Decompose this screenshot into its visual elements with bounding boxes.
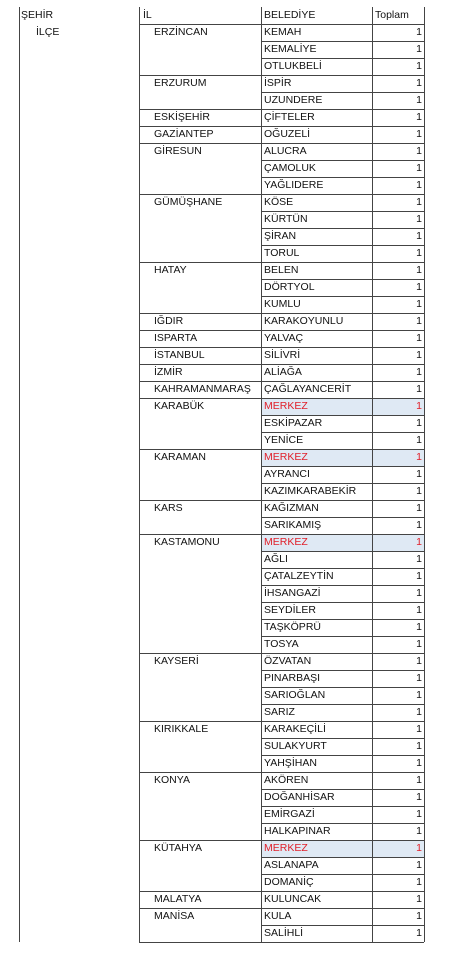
row-line	[261, 687, 424, 688]
row-line	[261, 415, 424, 416]
row-line	[261, 296, 424, 297]
toplam-cell: 1	[416, 383, 422, 395]
toplam-cell: 1	[416, 281, 422, 293]
row-line	[261, 228, 424, 229]
belediye-cell: İSPİR	[264, 77, 292, 89]
row-line	[261, 704, 424, 705]
belediye-cell: KEMAH	[264, 26, 302, 38]
bottom-line	[139, 942, 424, 943]
row-line	[261, 721, 424, 722]
toplam-cell: 1	[416, 570, 422, 582]
col-line-il	[139, 7, 140, 942]
toplam-cell: 1	[416, 757, 422, 769]
belediye-cell: SARIKAMIŞ	[264, 519, 322, 531]
toplam-cell: 1	[416, 145, 422, 157]
row-line	[261, 602, 424, 603]
col-line-toplam	[372, 7, 373, 942]
belediye-cell: TAŞKÖPRÜ	[264, 621, 321, 633]
row-line	[261, 823, 424, 824]
row-line	[261, 534, 424, 535]
belediye-cell: MERKEZ	[261, 449, 372, 466]
row-line	[261, 194, 424, 195]
toplam-cell: 1	[416, 111, 422, 123]
col-line-right	[424, 7, 425, 942]
row-line	[261, 347, 424, 348]
toplam-cell: 1	[416, 315, 422, 327]
row-line	[261, 160, 424, 161]
toplam-cell: 1	[416, 434, 422, 446]
header-il: İL	[143, 9, 152, 21]
toplam-cell: 1	[416, 519, 422, 531]
row-line	[261, 483, 424, 484]
municipality-table	[19, 7, 424, 957]
il-cell: ESKİŞEHİR	[154, 111, 211, 123]
group-line	[139, 262, 261, 263]
belediye-cell: YENİCE	[264, 434, 304, 446]
belediye-cell: KARAKOYUNLU	[264, 315, 344, 327]
row-line	[261, 891, 424, 892]
belediye-cell: YAĞLIDERE	[264, 179, 324, 191]
group-line	[139, 109, 261, 110]
group-line	[139, 772, 261, 773]
row-line	[261, 585, 424, 586]
row-line	[261, 806, 424, 807]
belediye-cell: SULAKYURT	[264, 740, 327, 752]
toplam-cell: 1	[416, 553, 422, 565]
row-line	[261, 313, 424, 314]
belediye-cell: ALİAĞA	[264, 366, 302, 378]
belediye-cell: KEMALİYE	[264, 43, 317, 55]
col-line-left	[19, 7, 20, 942]
il-cell: KAHRAMANMARAŞ	[154, 383, 251, 395]
row-line	[261, 330, 424, 331]
toplam-cell: 1	[416, 162, 422, 174]
belediye-cell: KAĞIZMAN	[264, 502, 319, 514]
il-cell: KAYSERİ	[154, 655, 199, 667]
belediye-cell: OTLUKBELİ	[264, 60, 322, 72]
belediye-cell: ŞİRAN	[264, 230, 297, 242]
toplam-cell: 1	[416, 808, 422, 820]
belediye-cell: İHSANGAZİ	[264, 587, 321, 599]
group-line	[139, 143, 261, 144]
toplam-cell: 1	[416, 94, 422, 106]
group-line	[139, 653, 261, 654]
il-cell: HATAY	[154, 264, 187, 276]
toplam-cell: 1	[416, 927, 422, 939]
belediye-cell: ASLANAPA	[264, 859, 319, 871]
belediye-cell: OĞUZELİ	[264, 128, 311, 140]
row-line	[261, 432, 424, 433]
row-line	[261, 857, 424, 858]
belediye-cell: MERKEZ	[261, 534, 372, 551]
belediye-cell: SARIZ	[264, 706, 295, 718]
belediye-cell: TOSYA	[264, 638, 299, 650]
row-line	[261, 874, 424, 875]
row-line	[261, 279, 424, 280]
row-line	[261, 177, 424, 178]
row-line	[261, 653, 424, 654]
toplam-cell: 1	[416, 230, 422, 242]
belediye-cell: ÖZVATAN	[264, 655, 312, 667]
row-line	[261, 381, 424, 382]
group-line	[139, 500, 261, 501]
toplam-cell: 1	[416, 689, 422, 701]
row-line	[261, 908, 424, 909]
group-line	[139, 381, 261, 382]
group-line	[139, 330, 261, 331]
toplam-cell: 1	[416, 791, 422, 803]
toplam-cell: 1	[416, 77, 422, 89]
belediye-cell: AĞLI	[264, 553, 288, 565]
row-line	[261, 840, 424, 841]
group-line	[139, 313, 261, 314]
belediye-cell: MERKEZ	[261, 398, 372, 415]
toplam-cell: 1	[416, 417, 422, 429]
il-cell: KIRIKKALE	[154, 723, 209, 735]
toplam-cell: 1	[416, 893, 422, 905]
il-cell: GİRESUN	[154, 145, 202, 157]
belediye-cell: YAHŞİHAN	[264, 757, 317, 769]
toplam-cell: 1	[416, 740, 422, 752]
header-belediye: BELEDİYE	[264, 9, 316, 21]
il-cell: GAZİANTEP	[154, 128, 214, 140]
header-ilce: İLÇE	[36, 26, 60, 38]
row-line	[261, 143, 424, 144]
toplam-cell: 1	[416, 179, 422, 191]
belediye-cell: MERKEZ	[261, 840, 372, 857]
group-line	[139, 449, 261, 450]
group-line	[139, 364, 261, 365]
toplam-cell: 1	[416, 264, 422, 276]
belediye-cell: KAZIMKARABEKİR	[264, 485, 357, 497]
row-line	[261, 772, 424, 773]
row-line	[261, 500, 424, 501]
row-line	[261, 755, 424, 756]
toplam-cell: 1	[416, 672, 422, 684]
row-line	[261, 41, 424, 42]
row-line	[261, 109, 424, 110]
belediye-cell: HALKAPINAR	[264, 825, 331, 837]
belediye-cell: SİLİVRİ	[264, 349, 301, 361]
toplam-cell: 1	[372, 534, 424, 551]
toplam-cell: 1	[416, 502, 422, 514]
belediye-cell: PINARBAŞI	[264, 672, 321, 684]
toplam-cell: 1	[416, 774, 422, 786]
il-cell: İSTANBUL	[154, 349, 205, 361]
group-line	[139, 75, 261, 76]
belediye-cell: ÇAMOLUK	[264, 162, 316, 174]
row-line	[261, 262, 424, 263]
row-line	[261, 789, 424, 790]
belediye-cell: KUMLU	[264, 298, 301, 310]
belediye-cell: KÜRTÜN	[264, 213, 308, 225]
col-line-belediye	[261, 7, 262, 942]
belediye-cell: TORUL	[264, 247, 300, 259]
group-line	[139, 891, 261, 892]
toplam-cell: 1	[416, 825, 422, 837]
il-cell: MANİSA	[154, 910, 195, 922]
row-line	[261, 364, 424, 365]
belediye-cell: AYRANCI	[264, 468, 310, 480]
toplam-cell: 1	[416, 876, 422, 888]
belediye-cell: SALİHLİ	[264, 927, 304, 939]
toplam-cell: 1	[416, 655, 422, 667]
il-cell: GÜMÜŞHANE	[154, 196, 223, 208]
toplam-cell: 1	[416, 468, 422, 480]
belediye-cell: KULA	[264, 910, 292, 922]
il-cell: ERZURUM	[154, 77, 207, 89]
belediye-cell: AKÖREN	[264, 774, 309, 786]
il-cell: KARAMAN	[154, 451, 206, 463]
row-line	[261, 245, 424, 246]
row-line	[261, 211, 424, 212]
belediye-cell: ESKİPAZAR	[264, 417, 323, 429]
belediye-cell: KULUNCAK	[264, 893, 322, 905]
belediye-cell: YALVAÇ	[264, 332, 304, 344]
il-cell: MALATYA	[154, 893, 202, 905]
belediye-cell: ÇATALZEYTİN	[264, 570, 334, 582]
toplam-cell: 1	[416, 60, 422, 72]
toplam-cell: 1	[416, 128, 422, 140]
belediye-cell: BELEN	[264, 264, 299, 276]
row-line	[261, 925, 424, 926]
header-toplam: Toplam	[375, 9, 409, 21]
row-line	[261, 24, 424, 25]
toplam-cell: 1	[416, 26, 422, 38]
row-line	[261, 619, 424, 620]
belediye-cell: ÇAĞLAYANCERİT	[264, 383, 352, 395]
il-cell: KARABÜK	[154, 400, 205, 412]
row-line	[261, 75, 424, 76]
header-sehir: ŞEHİR	[21, 9, 54, 21]
group-line	[139, 840, 261, 841]
il-cell: KONYA	[154, 774, 190, 786]
toplam-cell: 1	[416, 196, 422, 208]
toplam-cell: 1	[416, 587, 422, 599]
group-line	[139, 398, 261, 399]
row-line	[261, 398, 424, 399]
il-cell: ERZİNCAN	[154, 26, 208, 38]
row-line	[261, 58, 424, 59]
il-cell: KÜTAHYA	[154, 842, 203, 854]
row-line	[261, 568, 424, 569]
row-line	[261, 738, 424, 739]
toplam-cell: 1	[416, 723, 422, 735]
il-cell: İZMİR	[154, 366, 183, 378]
belediye-cell: ALUCRA	[264, 145, 307, 157]
group-line	[139, 347, 261, 348]
row-line	[261, 466, 424, 467]
toplam-cell: 1	[416, 621, 422, 633]
toplam-cell: 1	[416, 43, 422, 55]
row-line	[261, 92, 424, 93]
row-line	[261, 517, 424, 518]
toplam-cell: 1	[372, 840, 424, 857]
il-cell: ISPARTA	[154, 332, 198, 344]
belediye-cell: DÖRTYOL	[264, 281, 315, 293]
toplam-cell: 1	[416, 298, 422, 310]
belediye-cell: UZUNDERE	[264, 94, 323, 106]
row-line	[261, 636, 424, 637]
toplam-cell: 1	[416, 638, 422, 650]
belediye-cell: DOMANİÇ	[264, 876, 314, 888]
toplam-cell: 1	[416, 332, 422, 344]
belediye-cell: ÇİFTELER	[264, 111, 315, 123]
il-cell: KASTAMONU	[154, 536, 220, 548]
toplam-cell: 1	[416, 366, 422, 378]
group-line	[139, 721, 261, 722]
toplam-cell: 1	[416, 349, 422, 361]
group-line	[139, 194, 261, 195]
toplam-cell: 1	[416, 706, 422, 718]
row-line	[261, 670, 424, 671]
toplam-cell: 1	[372, 398, 424, 415]
group-line	[139, 126, 261, 127]
toplam-cell: 1	[416, 859, 422, 871]
row-line	[261, 449, 424, 450]
il-cell: IĞDIR	[154, 315, 184, 327]
belediye-cell: EMİRGAZİ	[264, 808, 315, 820]
row-line	[261, 126, 424, 127]
toplam-cell: 1	[416, 213, 422, 225]
toplam-cell: 1	[416, 485, 422, 497]
belediye-cell: SEYDİLER	[264, 604, 316, 616]
toplam-cell: 1	[416, 247, 422, 259]
group-line	[139, 24, 261, 25]
toplam-cell: 1	[416, 604, 422, 616]
toplam-cell: 1	[372, 449, 424, 466]
group-line	[139, 534, 261, 535]
belediye-cell: DOĞANHİSAR	[264, 791, 335, 803]
group-line	[139, 908, 261, 909]
belediye-cell: SARIOĞLAN	[264, 689, 326, 701]
belediye-cell: KÖSE	[264, 196, 294, 208]
row-line	[261, 551, 424, 552]
toplam-cell: 1	[416, 910, 422, 922]
il-cell: KARS	[154, 502, 183, 514]
belediye-cell: KARAKEÇİLİ	[264, 723, 326, 735]
